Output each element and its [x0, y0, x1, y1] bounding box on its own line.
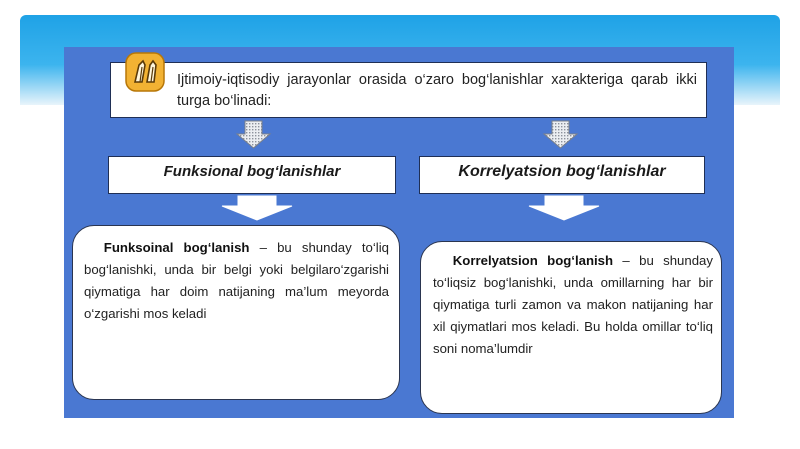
definition-korrelyatsion	[433, 250, 713, 360]
definition-korrelyatsion-body: – bu shunday to‘liqsiz bog‘lanishki, unda omillarning har bir qiymatiga turli zamon va makon natijaning har xil qiymatlari mos keladi. Bu holda omillar to‘liq soni noma’lumdir	[433, 253, 713, 356]
definition-funksional-body: – bu shunday to‘liq bog‘lanishki, unda bir belgi yoki belgilaro‘zgarishi qiymatiga har doim natijaning ma’lum meyorda o‘zgarishi mos keladi	[84, 240, 389, 321]
definition-korrelyatsion-term: Korrelyatsion bog‘lanish	[452, 253, 614, 268]
definition-funksional	[84, 237, 389, 325]
dotted-arrow-right	[544, 121, 577, 148]
definition-box-korrelyatsion	[420, 241, 722, 414]
down-arrow-right	[529, 196, 599, 220]
definition-funksional-term: Funksoinal bog‘lanish	[103, 240, 250, 255]
heading-korrelyatsion: Korrelyatsion bog‘lanishlar	[458, 163, 666, 180]
down-arrow-left	[222, 196, 292, 220]
dotted-arrow-left	[237, 121, 270, 148]
definition-box-funksional	[72, 225, 400, 400]
heading-funksional: Funksional bog‘lanishlar	[163, 163, 341, 180]
heading-box-funksional	[108, 156, 396, 194]
intro-text: Ijtimoiy-iqtisodiy jarayonlar orasida o‘zaro bog‘lanishlar xarakteriga qarab ikki turga bo‘linadi:	[177, 72, 697, 109]
heading-box-korrelyatsion	[419, 156, 705, 194]
